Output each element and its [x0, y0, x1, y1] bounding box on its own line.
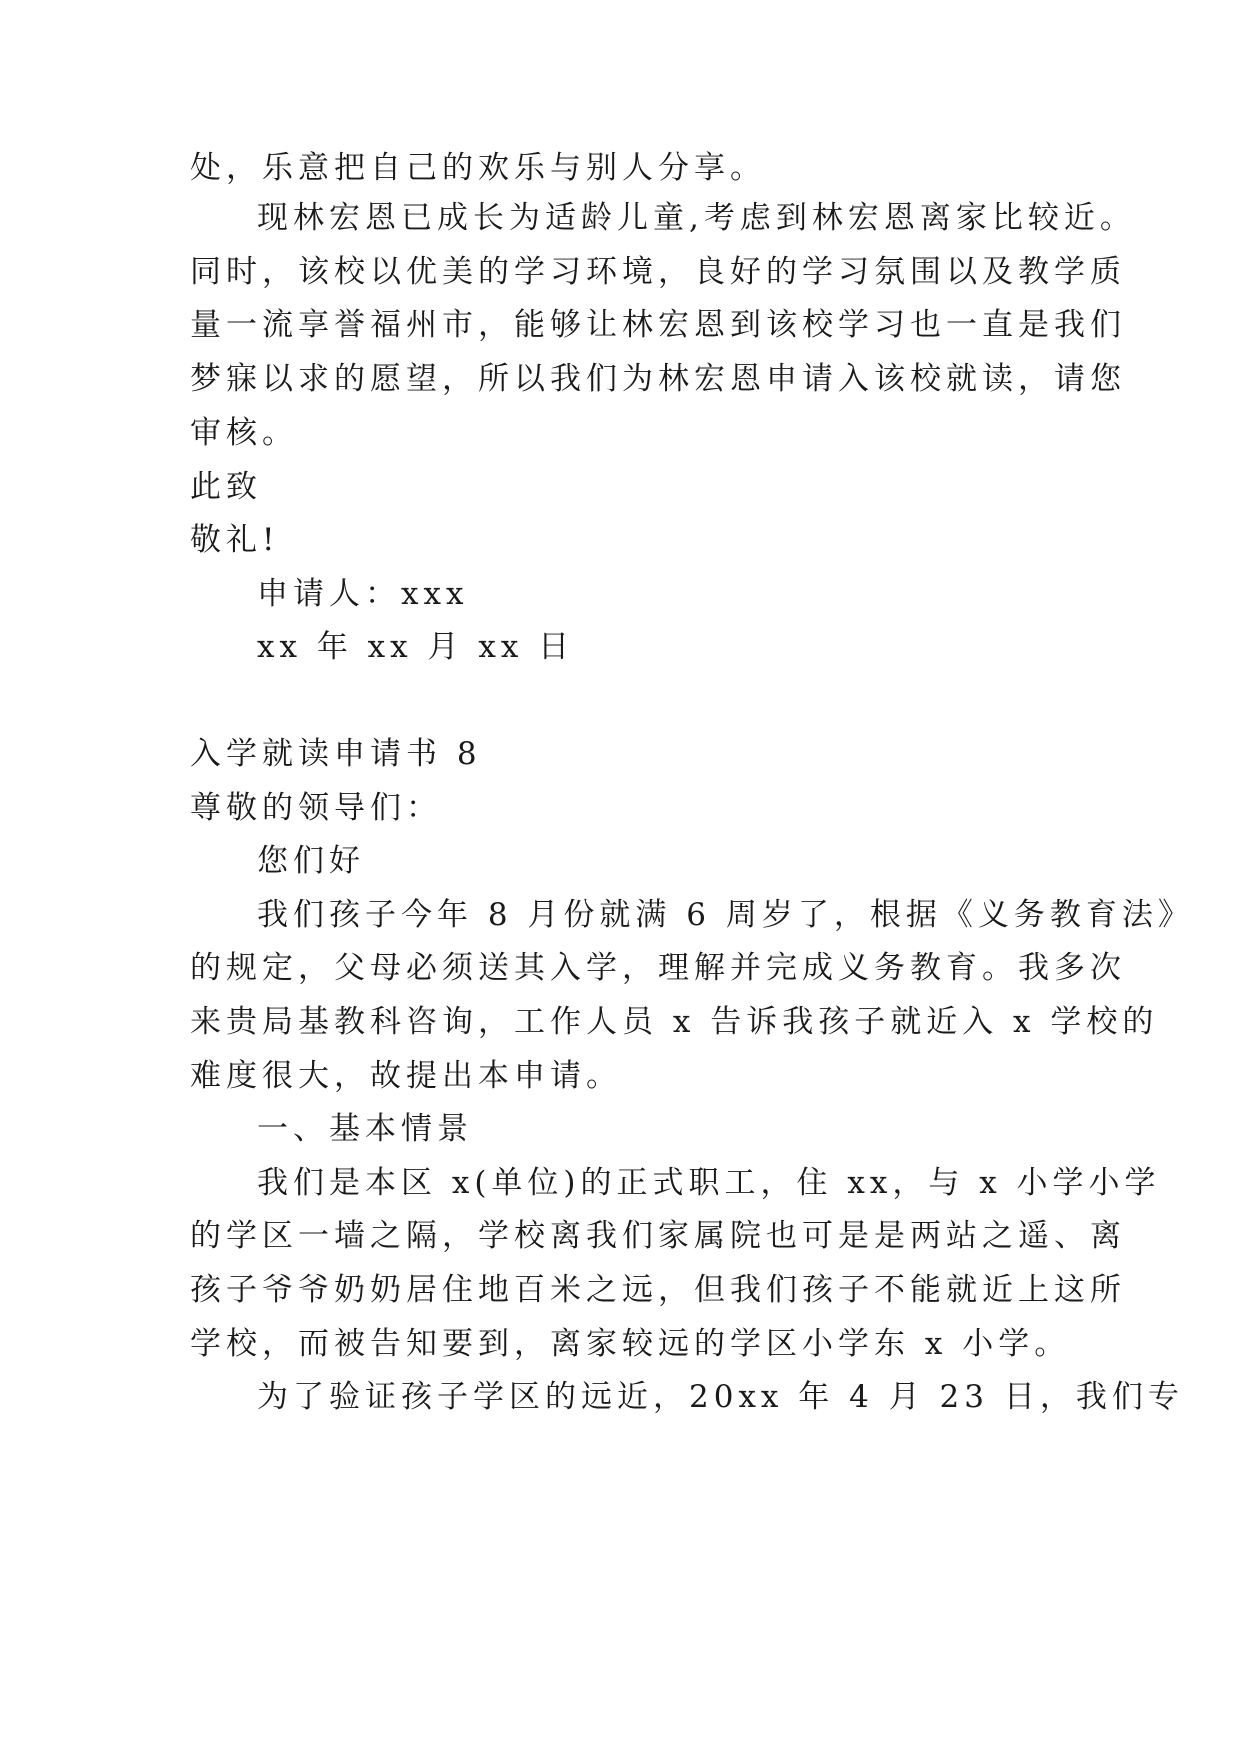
section-title: 入学就读申请书 8: [190, 736, 482, 772]
text-line-2: 现林宏恩已成长为适龄儿童,考虑到林宏恩离家比较近。: [257, 200, 1136, 236]
closing-line-1: 此致: [190, 469, 262, 505]
text-line-7: 我们孩子今年 8 月份就满 6 周岁了，根据《义务教育法》: [257, 897, 1194, 933]
text-line-8: 的规定，父母必须送其入学，理解并完成义务教育。我多次: [190, 950, 1126, 986]
text-line-3: 同时，该校以优美的学习环境，良好的学习氛围以及教学质: [190, 254, 1126, 290]
text-line-4: 量一流享誉福州市，能够让林宏恩到该校学习也一直是我们: [190, 307, 1126, 343]
salutation: 尊敬的领导们：: [190, 790, 442, 826]
text-line-15: 为了验证孩子学区的远近，20xx 年 4 月 23 日，我们专: [257, 1379, 1184, 1415]
text-line-10: 难度很大，故提出本申请。: [190, 1058, 622, 1094]
text-line-9: 来贵局基教科咨询，工作人员 x 告诉我孩子就近入 x 学校的: [190, 1004, 1159, 1040]
subsection-heading: 一、基本情景: [257, 1111, 473, 1147]
text-line-12: 的学区一墙之隔，学校离我们家属院也可是是两站之遥、离: [190, 1218, 1126, 1254]
closing-line-2: 敬礼!: [190, 522, 280, 558]
text-line-1: 处，乐意把自己的欢乐与别人分享。: [190, 150, 766, 186]
text-line-6: 审核。: [190, 415, 298, 451]
applicant-signature: 申请人：xxx: [257, 576, 469, 612]
text-line-5: 梦寐以求的愿望，所以我们为林宏恩申请入该校就读，请您: [190, 361, 1126, 397]
text-line-11: 我们是本区 x(单位)的正式职工，住 xx，与 x 小学小学: [257, 1165, 1161, 1201]
text-line-13: 孩子爷爷奶奶居住地百米之远，但我们孩子不能就近上这所: [190, 1272, 1126, 1308]
text-line-14: 学校，而被告知要到，离家较远的学区小学东 x 小学。: [190, 1326, 1071, 1362]
greeting: 您们好: [257, 843, 365, 879]
date-line: xx 年 xx 月 xx 日: [257, 629, 575, 665]
